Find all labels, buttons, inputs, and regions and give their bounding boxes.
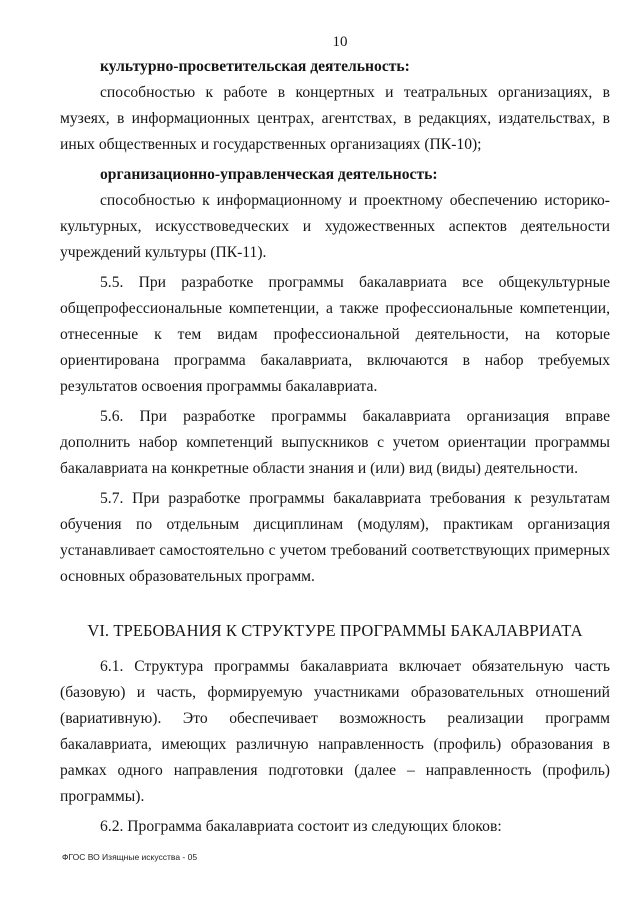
footer-note: ФГОС ВО Изящные искусства - 05 <box>62 852 198 862</box>
paragraph-pk11: способностью к информационному и проектному обеспечению историко-культурных, искусствоведческих и художественных аспектов деятельности учреждений культуры (ПК-11). <box>60 192 610 261</box>
paragraph-pk10: способностью к работе в концертных и театральных организациях, в музеях, в информационных центрах, агентствах, в редакциях, издательствах, в иных общественных и государственных организациях (ПК-10); <box>60 84 610 153</box>
paragraph-6-2: 6.2. Программа бакалавриата состоит из следующих блоков: <box>100 818 502 835</box>
paragraph-6-1: 6.1. Структура программы бакалавриата включает обязательную часть (базовую) и часть, формируемую участниками образовательных отношений (вариативную). Это обеспечивает возможность реализации программ бакалавриата, имеющих различную направленность (профиль) образования в рамках одного направления подготовки (далее – направленность (профиль) программы). <box>60 658 610 805</box>
section-title-vi: VI. ТРЕБОВАНИЯ К СТРУКТУРЕ ПРОГРАММЫ БАКАЛАВРИАТА <box>87 621 583 640</box>
paragraph-5-6: 5.6. При разработке программы бакалавриата организация вправе дополнить набор компетенций выпускников с учетом ориентации программы бакалавриата на конкретные области знания и (или) вид (виды) деятельности. <box>60 408 610 477</box>
page-content <box>60 54 610 840</box>
paragraph-5-7: 5.7. При разработке программы бакалавриата требования к результатам обучения по отдельным дисциплинам (модулям), практикам организация устанавливает самостоятельно с учетом требований соответствующих примерных основных образовательных программ. <box>60 490 610 585</box>
page-number: 10 <box>332 34 348 50</box>
heading-organizational-management-activity: организационно-управленческая деятельность: <box>100 166 438 183</box>
heading-cultural-educational-activity: культурно-просветительская деятельность: <box>100 58 410 75</box>
paragraph-5-5: 5.5. При разработке программы бакалавриата все общекультурные общепрофессиональные компетенции, а также профессиональные компетенции, отнесенные к тем видам профессиональной деятельности, на которые ориентирована программа бакалавриата, включаются в набор требуемых результатов освоения программы бакалавриата. <box>60 274 610 395</box>
